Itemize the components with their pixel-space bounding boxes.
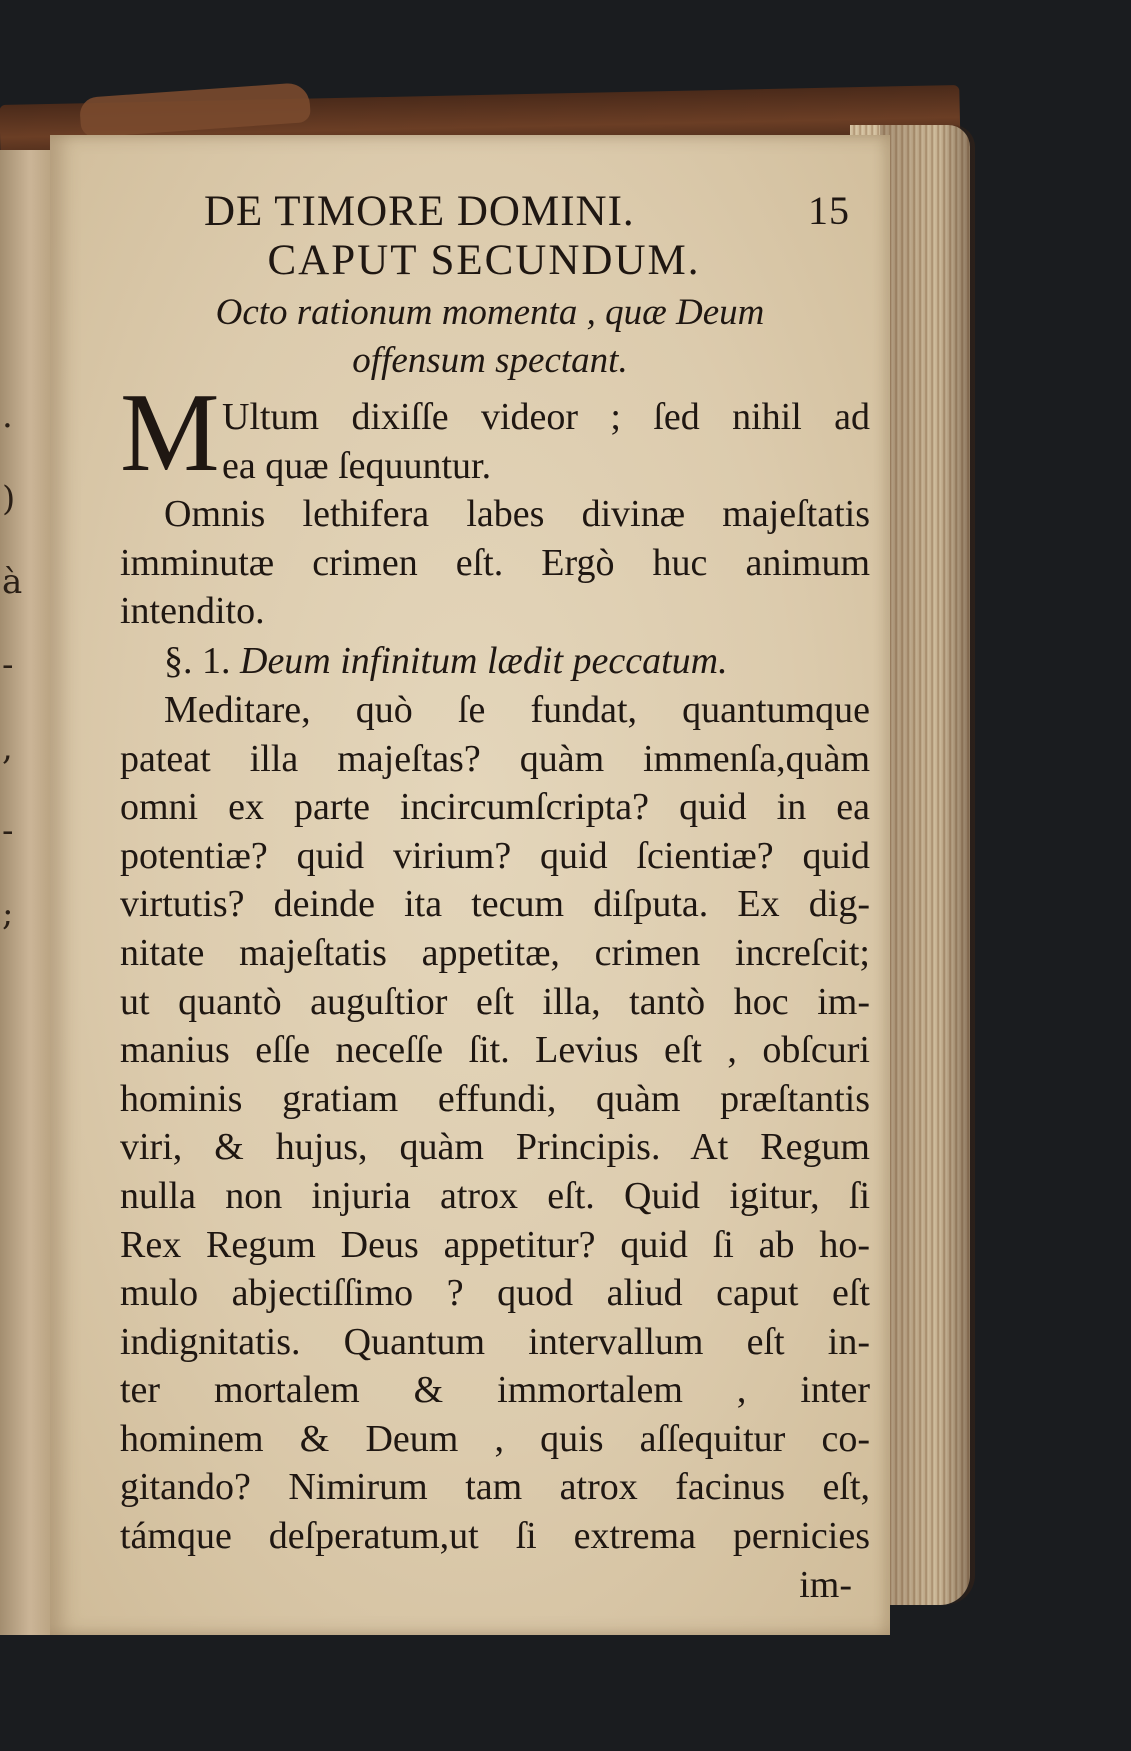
text-line: támque deſperatum,ut ſi extrema pernicies — [120, 1515, 870, 1558]
text-line: Rex Regum Deus appetitur? quid ſi ab ho- — [120, 1223, 870, 1266]
section-number: §. 1. — [164, 639, 231, 682]
paragraph — [120, 490, 870, 636]
opening-paragraph — [120, 371, 870, 495]
running-title: DE TIMORE DOMINI. — [204, 188, 635, 235]
text-line: nulla non injuria atrox eſt. Quid igitur, ſi — [120, 1174, 870, 1217]
catchword: im- — [799, 1563, 852, 1606]
drop-cap: M — [120, 371, 220, 495]
text-line: potentiæ? quid virium? quid ſcientiæ? quid — [120, 834, 870, 877]
text-line: pateat illa majeſtas? quàm immenſa,quàm — [120, 737, 870, 780]
text-line: manius eſſe neceſſe ſit. Levius eſt , obſcuri — [120, 1029, 870, 1072]
text-line: ter mortalem & immortalem , inter — [120, 1369, 870, 1412]
section-heading — [120, 636, 870, 686]
section-title: Deum infinitum lædit peccatum. — [240, 639, 728, 682]
page-edges-shadow — [880, 125, 975, 1605]
text-line: hominem & Deum , quis aſſequitur co- — [120, 1417, 870, 1460]
text-line: viri, & hujus, quàm Principis. At Regum — [120, 1126, 870, 1169]
left-page-edge — [0, 150, 52, 1635]
text-line: mulo abjectiſſimo ? quod aliud caput eſt — [120, 1272, 870, 1315]
text-line: gitando? Nimirum tam atrox facinus eſt, — [120, 1466, 870, 1509]
text-line: hominis gratiam effundi, quàm præſtantis — [120, 1077, 870, 1120]
left-page-text-fragments: . ) à - , - ; — [2, 396, 23, 934]
page-number: 15 — [808, 188, 850, 233]
summary-line: offensum spectant. — [352, 340, 628, 381]
right-page — [50, 135, 890, 1635]
text-line: intendito. — [120, 590, 265, 633]
running-head — [120, 187, 870, 235]
chapter-summary — [110, 289, 870, 385]
text-line: indignitatis. Quantum intervallum eſt in- — [120, 1320, 870, 1363]
text-line: Ultum dixiſſe videor ; ſed nihil ad — [222, 396, 870, 438]
text-line: Omnis lethifera labes divinæ majeſtatis — [164, 493, 870, 536]
summary-line: Octo rationum momenta , quæ Deum — [215, 292, 765, 333]
text-line: virtutis? deinde ita tecum diſputa. Ex dig- — [120, 883, 870, 926]
page-text — [120, 187, 870, 1609]
text-line: imminutæ crimen eſt. Ergò huc animum — [120, 541, 870, 584]
text-line: omni ex parte incircumſcripta? quid in ea — [120, 786, 870, 829]
text-line: nitate majeſtatis appetitæ, crimen increſcit; — [120, 931, 870, 974]
text-line: Meditare, quò ſe fundat, quantumque — [164, 688, 870, 731]
chapter-heading: CAPUT SECUNDUM. — [267, 237, 701, 284]
text-line: ea quæ ſequuntur. — [222, 444, 492, 487]
section-body — [120, 686, 870, 1561]
text-line: ut quantò auguſtior eſt illa, tantò hoc im- — [120, 980, 870, 1023]
